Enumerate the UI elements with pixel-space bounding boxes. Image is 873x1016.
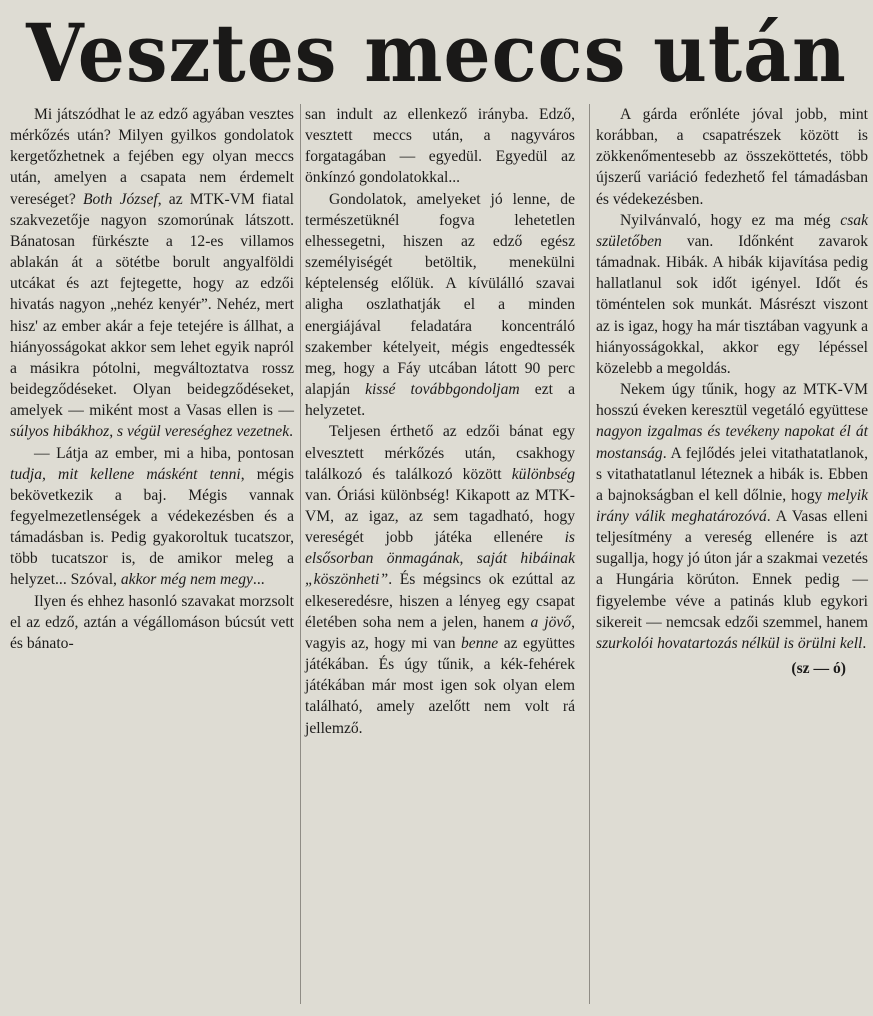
text-run: , az MTK-VM fiatal szakvezetője nagyon szomorúnak látszott. Bánatosan fürkészte a 12-es villamos ablakán át a sötétbe borult angyalföldi utcákat és azt fejtegette, hogy az edzői hivatás nagyon „nehéz kenyér”. Nehéz, mert hisz' az ember akár a feje tetejére is állhat, a hiányosságokat akkor sem lehet egyik napról a másikra pótolni, megváltoztatva rossz beidegződéseket. Olyan beidegződéseket, amelyek — miként most a Vasas ellen is —: [10, 190, 294, 420]
paragraph-8: [596, 379, 868, 654]
paragraph-7: [596, 210, 868, 379]
italic-emphasis: melyik irány válik meghatározóvá: [596, 486, 868, 525]
italic-emphasis: csak születőben: [596, 211, 868, 250]
italic-emphasis: nagyon izgalmas és tevékeny napokat él át mostanság: [596, 423, 868, 462]
text-run: — Látja az ember, mi a hiba, pontosan: [34, 444, 294, 462]
text-run: . És mégsincs ok ezúttal az elkeseredésre, hiszen a lényeg egy csapat életében soha nem a jelen, hanem: [305, 571, 575, 631]
italic-emphasis: kissé továbbgondoljam: [365, 381, 520, 399]
italic-emphasis: szurkolói hovatartozás nélkül is örülni kell: [596, 634, 863, 652]
text-run: Nekem úgy tűnik, hogy az MTK-VM hosszú éveken keresztül vegetáló együttese: [596, 381, 868, 420]
article-column-2: [305, 104, 575, 739]
italic-emphasis: is elsősorban önmagának, saját hibáinak „köszönheti”: [305, 529, 575, 589]
text-run: az együttes játékában. És úgy tűnik, a kék-fehérek játékában már most igen sok olyan elem található, amely azelőtt nem volt rá jellemző.: [305, 634, 575, 737]
column-divider-1: [300, 104, 301, 1004]
text-run: Teljesen érthető az edzői bánat egy elvesztett mérkőzés után, csakhogy találkozó és találkozó között: [305, 423, 575, 483]
italic-emphasis: a jövő: [530, 613, 572, 631]
column-divider-2: [589, 104, 590, 1004]
paragraph-1: [10, 104, 294, 443]
paragraph-6: A gárda erőnléte jóval jobb, mint korábban, a csapatrészek között is zökkenőmentesebb az összeköttetés, több újszerű variáció fedezhető fel támadásban és védekezésben.: [596, 106, 868, 208]
italic-emphasis: súlyos hibákhoz, s végül vereséghez vezetnek: [10, 423, 290, 441]
article-column-1: [10, 104, 294, 654]
italic-emphasis: benne: [461, 634, 499, 652]
text-run: van. Óriási különbség! Kikapott az MTK-VM, az igaz, az sem tagadható, hogy vereségét jobb játéka ellenére: [305, 486, 575, 547]
text-run: Nyilvánvaló, hogy ez ma még: [620, 211, 841, 229]
text-run: Mi játszódhat le az edző agyában vesztes mérkőzés után? Milyen gyilkos gondolatok kergetőzhetnek a fejében egy olyan meccs után, amelyen a csapata nem érdemelt vereséget?: [10, 106, 294, 208]
text-run: .: [289, 423, 294, 441]
text-run: van. Időnként zavarok támadnak. Hibák. A hibák kijavítása pedig hallatlanul sok időt igényel. Időt és töméntelen sok munkát. Másrészt viszont az is igaz, hogy ha már tisztában vagyunk a hiányosságokkal, akkor egy lépéssel közelebb a megoldás.: [596, 232, 868, 377]
text-run: . A Vasas elleni teljesítmény a vereség ellenére is azt sugallja, hogy jó úton jár a szakmai vezetés a Hungária körúton. Ennek pedig — figyelembe véve a patinás klub egykori sikereit — nemcsak edzői szemmel, hanem: [596, 507, 868, 631]
text-run: ...: [252, 571, 265, 589]
text-run: . A fejlődés jelei vitathatatlanok, s vitathatatlanul léteznek a hibák is. Ebben a bajnokságban el kell dőlnie, hogy: [596, 444, 868, 504]
paragraph-3: Ilyen és ehhez hasonló szavakat morzsolt el az edző, aztán a végállomáson búcsút vett és bánato-: [10, 592, 294, 652]
text-run: Gondolatok, amelyeket jó lenne, de természetüknél fogva lehetetlen elhessegetni, hiszen az edző egész személyiségét betöltik, menekülni képtelenség előlük. A kívülálló szavai aligha oszlathatják el a minden energiájával feladatára koncentráló szakember kételyeit, mégis engedtessék meg, hogy a Fáy utcában látott 90 perc alapján: [305, 190, 575, 399]
italic-emphasis: akkor még nem megy: [120, 571, 253, 589]
paragraph-5: [305, 421, 575, 738]
text-run: .: [862, 634, 867, 652]
coach-name: Both József: [82, 190, 158, 208]
headline: Vesztes meccs után: [26, 7, 847, 101]
paragraph-2: [10, 443, 294, 591]
article-column-3: [596, 104, 868, 679]
text-run: , mégis bekövetkezik a baj. Mégis vannak fegyelmezetlenségek a védekezésben és a támadásban is. Pedig gyakoroltuk tucatszor, több tucatszor is, de amikor meleg a helyzet... Szóval,: [10, 465, 295, 589]
paragraph-4: [305, 189, 575, 422]
paragraph-continued: san indult az ellenkező irányba. Edző, vesztett meccs után, a nagyváros forgatagában — egyedül. Egyedül az önkínzó gondolatokkal...: [305, 106, 575, 187]
author-signature: (sz — ó): [791, 660, 846, 678]
italic-emphasis: különbség: [511, 465, 575, 483]
text-run: , vagyis az, hogy mi van: [305, 613, 575, 652]
text-run: ezt a helyzetet.: [305, 381, 575, 420]
italic-emphasis: tudja, mit kellene másként tenni: [10, 465, 241, 483]
